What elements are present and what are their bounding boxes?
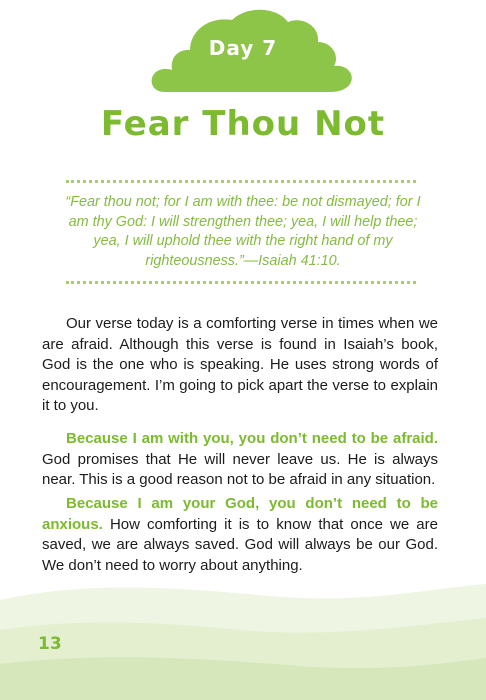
paragraph-2-text: God promises that He will never leave us. He is always near. This is a good reason not to be afraid in any situation.	[42, 450, 438, 488]
hills-decoration	[0, 560, 486, 700]
scripture-quote: “Fear thou not; for I am with thee: be not dismayed; for I am thy God: I will strengthen thee; yea, I will help thee; yea, I will uphold thee with the right hand of my righteousness.”—Isaiah 41:10.	[65, 194, 421, 269]
day-cloud-badge	[0, 0, 486, 100]
highlight-afraid: Because I am with you, you don’t need to be afraid.	[66, 430, 438, 447]
page-title: Fear Thou Not	[100, 104, 386, 144]
highlight-anxious: Because I am your God, you don’t need to be anxious.	[42, 495, 438, 533]
paragraph-3-text: How comforting it is to know that once we are saved, we are always saved. God will always be our God. We don’t need to worry about anything.	[42, 515, 438, 574]
divider-bottom	[66, 281, 416, 284]
body-paragraph-1: Our verse today is a comforting verse in times when we are afraid. Although this verse is found in Isaiah’s book, God is the one who is speaking. He uses strong words of encouragement. I’m going to pick apart the verse to explain it to you.	[42, 315, 438, 414]
day-label: Day 7	[208, 36, 278, 60]
divider-top	[66, 180, 416, 183]
body-paragraph-2	[42, 429, 438, 491]
page-number: 13	[38, 634, 62, 654]
